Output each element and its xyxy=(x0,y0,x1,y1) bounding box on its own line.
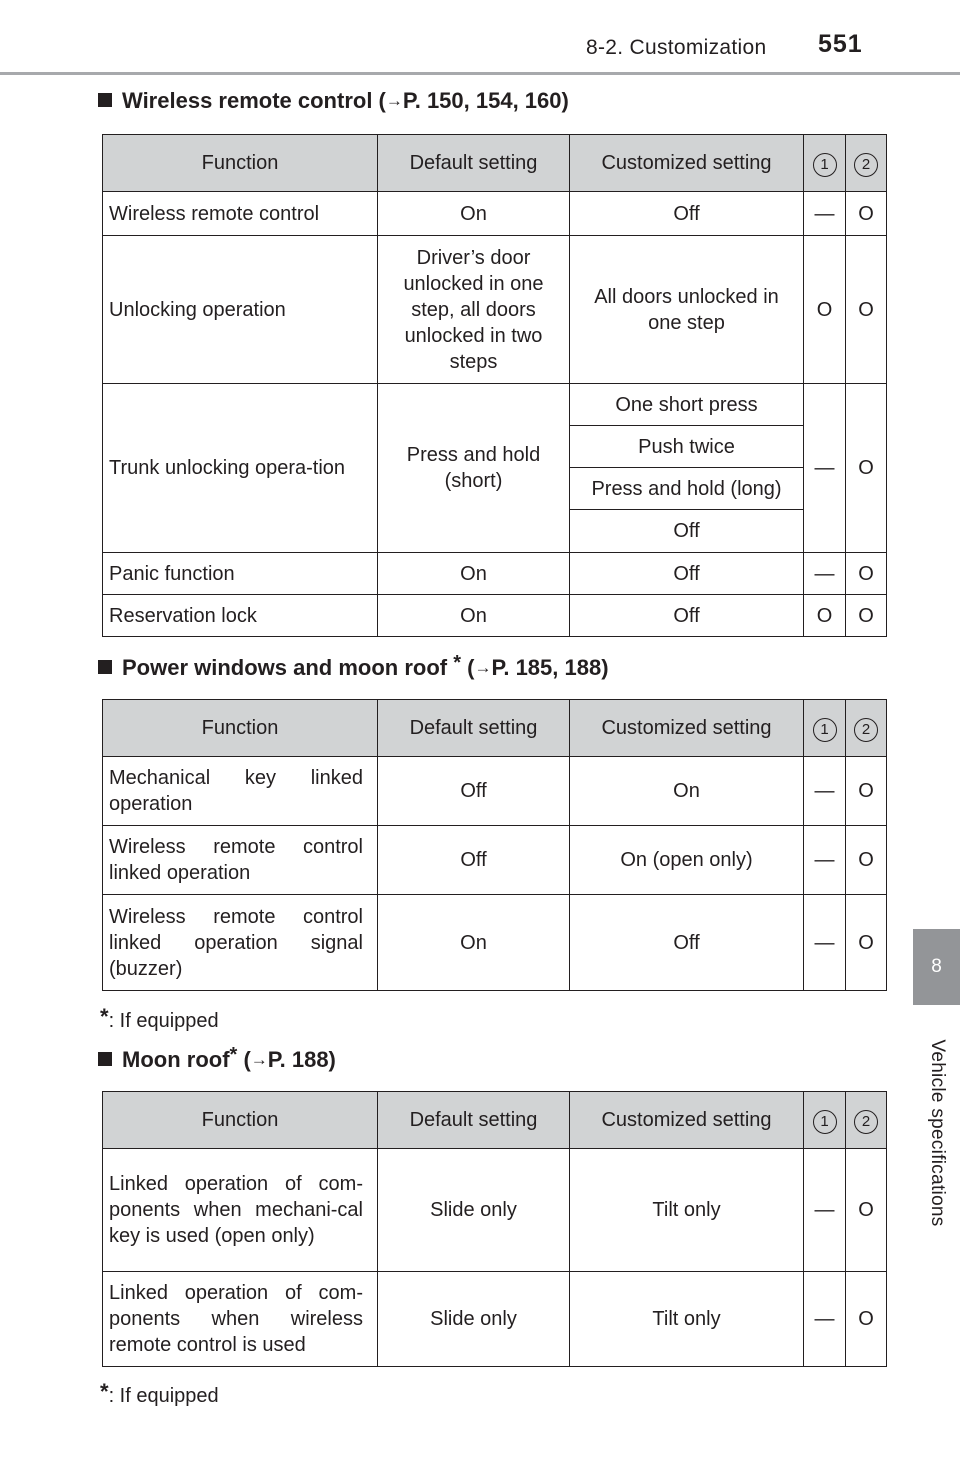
table-row xyxy=(103,384,887,426)
method2-cell: O xyxy=(846,553,887,595)
default-cell: On xyxy=(378,553,570,595)
method1-cell: — xyxy=(804,895,846,991)
customized-option-cell: Press and hold (long) xyxy=(570,468,804,510)
page-reference-link[interactable]: P. 188) xyxy=(267,1047,336,1072)
method2-cell: O xyxy=(846,757,887,826)
chapter-title: Vehicle specifications xyxy=(926,1039,948,1227)
table-row xyxy=(103,1149,887,1272)
arrow-right-icon: → xyxy=(474,658,492,677)
chapter-title-vertical xyxy=(913,1005,960,1265)
method1-cell: — xyxy=(804,192,846,236)
default-cell: Press and hold (short) xyxy=(378,384,570,553)
table-header-row xyxy=(103,700,887,757)
function-cell: Mechanical key linked operation xyxy=(103,757,378,826)
method2-cell: O xyxy=(846,826,887,895)
section-title: Power windows and moon roof xyxy=(122,655,448,680)
customized-cell: Tilt only xyxy=(570,1149,804,1272)
default-cell: On xyxy=(378,595,570,637)
column-header-default: Default setting xyxy=(378,1092,570,1149)
page-reference-link[interactable]: P. 185, 188) xyxy=(491,655,609,680)
bullet-square-icon xyxy=(98,93,112,107)
column-header-2 xyxy=(846,135,887,192)
page-reference-link[interactable]: P. 150, 154, 160) xyxy=(402,88,569,113)
function-cell: Unlocking operation xyxy=(103,236,378,384)
footnote-text: : If equipped xyxy=(108,1385,219,1407)
default-cell: On xyxy=(378,192,570,236)
section-heading-power-windows: Power windows and moon roof * (→P. 185, 188) xyxy=(98,652,609,681)
circled-2-icon: 2 xyxy=(854,1110,878,1134)
table-row xyxy=(103,236,887,384)
column-header-function: Function xyxy=(103,135,378,192)
function-cell xyxy=(103,384,378,553)
function-cell: Panic function xyxy=(103,553,378,595)
asterisk-mark: * xyxy=(100,1379,109,1404)
circled-2-icon: 2 xyxy=(854,718,878,742)
asterisk-mark: * xyxy=(229,1044,238,1066)
column-header-customized: Customized setting xyxy=(570,1092,804,1149)
column-header-2 xyxy=(846,1092,887,1149)
method1-cell: — xyxy=(804,1272,846,1367)
table-row xyxy=(103,826,887,895)
column-header-default: Default setting xyxy=(378,135,570,192)
method2-cell: O xyxy=(846,895,887,991)
section-heading-wireless-remote xyxy=(98,88,569,114)
method2-cell: O xyxy=(846,236,887,384)
table-row xyxy=(103,757,887,826)
column-header-1 xyxy=(804,135,846,192)
table-row xyxy=(103,895,887,991)
column-header-1 xyxy=(804,700,846,757)
customized-cell: Off xyxy=(570,553,804,595)
table-header-row xyxy=(103,1092,887,1149)
section-title: Moon roof xyxy=(122,1047,230,1072)
customized-cell: On xyxy=(570,757,804,826)
circled-1-icon: 1 xyxy=(813,718,837,742)
function-cell: Wireless remote control xyxy=(103,192,378,236)
customized-cell: On (open only) xyxy=(570,826,804,895)
customized-option-cell: One short press xyxy=(570,384,804,426)
method2-cell: O xyxy=(846,1149,887,1272)
method1-cell: — xyxy=(804,1149,846,1272)
table-row xyxy=(103,553,887,595)
customized-option-cell: Off xyxy=(570,510,804,553)
default-cell: Slide only xyxy=(378,1272,570,1367)
customized-option-cell: Push twice xyxy=(570,426,804,468)
asterisk-mark: * xyxy=(100,1004,109,1029)
function-cell: Reservation lock xyxy=(103,595,378,637)
circled-2-icon: 2 xyxy=(854,153,878,177)
circled-1-icon: 1 xyxy=(813,153,837,177)
arrow-right-icon: → xyxy=(250,1050,268,1069)
column-header-1 xyxy=(804,1092,846,1149)
function-text: Trunk unlocking opera-tion xyxy=(109,457,346,479)
column-header-default: Default setting xyxy=(378,700,570,757)
method2-cell: O xyxy=(846,192,887,236)
function-cell: Wireless remote control linked operation xyxy=(103,826,378,895)
footnote-if-equipped xyxy=(100,1004,219,1033)
header-rule xyxy=(0,72,960,75)
section-title: Wireless remote control ( xyxy=(122,88,386,113)
method2-cell: O xyxy=(846,595,887,637)
function-cell: Linked operation of com-ponents when mechani-cal key is used (open only) xyxy=(103,1149,378,1272)
method1-cell: O xyxy=(804,595,846,637)
customized-cell: Off xyxy=(570,192,804,236)
default-cell: On xyxy=(378,895,570,991)
method1-cell: — xyxy=(804,826,846,895)
column-header-customized: Customized setting xyxy=(570,135,804,192)
arrow-right-icon: → xyxy=(385,91,403,110)
page-number: 551 xyxy=(818,30,863,58)
customized-cell: Tilt only xyxy=(570,1272,804,1367)
customized-cell: Off xyxy=(570,895,804,991)
method1-cell: — xyxy=(804,384,846,553)
column-header-function: Function xyxy=(103,700,378,757)
chapter-tab[interactable] xyxy=(913,929,960,1005)
default-cell: Off xyxy=(378,757,570,826)
default-cell: Off xyxy=(378,826,570,895)
bullet-square-icon xyxy=(98,660,112,674)
table-header-row xyxy=(103,135,887,192)
footnote-text: : If equipped xyxy=(108,1010,219,1032)
function-cell: Linked operation of com-ponents when wireless remote control is used xyxy=(103,1272,378,1367)
wireless-remote-table xyxy=(102,134,887,637)
circled-1-icon: 1 xyxy=(813,1110,837,1134)
bullet-square-icon xyxy=(98,1052,112,1066)
customized-cell: Off xyxy=(570,595,804,637)
method1-cell: O xyxy=(804,236,846,384)
default-cell: Slide only xyxy=(378,1149,570,1272)
function-cell: Wireless remote control linked operation signal (buzzer) xyxy=(103,895,378,991)
table-row xyxy=(103,192,887,236)
table-row xyxy=(103,595,887,637)
section-heading-moon-roof: Moon roof* (→P. 188) xyxy=(98,1044,336,1073)
column-header-customized: Customized setting xyxy=(570,700,804,757)
default-cell: Driver’s door unlocked in one step, all doors unlocked in two steps xyxy=(378,236,570,384)
power-windows-table xyxy=(102,699,887,991)
column-header-function: Function xyxy=(103,1092,378,1149)
method1-cell: — xyxy=(804,757,846,826)
column-header-2 xyxy=(846,700,887,757)
moon-roof-table xyxy=(102,1091,887,1367)
section-header: 8-2. Customization xyxy=(586,36,767,59)
footnote-if-equipped xyxy=(100,1379,219,1408)
chapter-number: 8 xyxy=(931,956,942,977)
method2-cell: O xyxy=(846,1272,887,1367)
table-row xyxy=(103,1272,887,1367)
method2-cell: O xyxy=(846,384,887,553)
method1-cell: — xyxy=(804,553,846,595)
customized-cell: All doors unlocked in one step xyxy=(570,236,804,384)
asterisk-mark: * xyxy=(453,652,462,674)
